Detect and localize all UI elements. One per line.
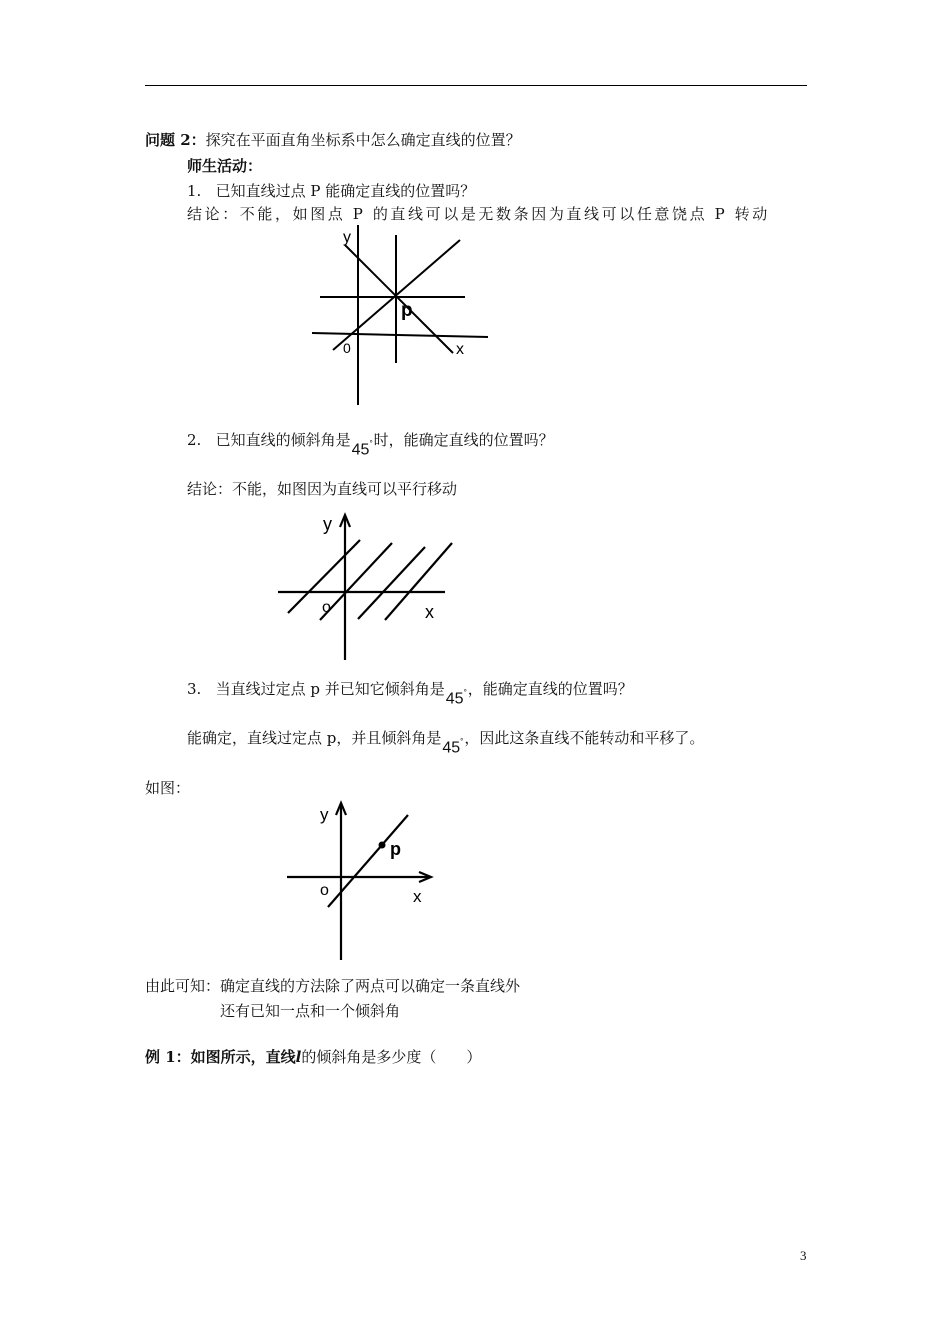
item-3-text-a: 当直线过定点 p 并已知它倾斜角是	[215, 680, 445, 698]
item-2	[187, 429, 554, 458]
fig3-origin-label: o	[320, 882, 329, 899]
question-2	[145, 129, 521, 150]
item-3	[187, 678, 633, 707]
fig2-origin-label: o	[322, 599, 331, 616]
item-1	[187, 180, 475, 201]
item-3-answer-angle: 45°	[442, 736, 464, 756]
figure-1	[300, 220, 500, 410]
fig3-p-label: p	[390, 839, 401, 859]
item-3-text-b: ，能确定直线的位置吗？	[467, 680, 633, 698]
figure-3	[280, 795, 440, 965]
item-2-number: 2.	[187, 431, 202, 449]
fig1-p-label: p	[401, 300, 413, 321]
activity-heading: 师生活动：	[187, 157, 263, 175]
item-2-text-a: 已知直线的倾斜角是	[215, 431, 351, 449]
item-2-text-b: 时，能确定直线的位置吗？	[373, 431, 554, 449]
fig1-y-label: y	[343, 229, 351, 246]
fig2-y-label: y	[323, 514, 332, 534]
item-2-angle: 45°	[351, 438, 373, 458]
fig1-x-label: x	[456, 341, 464, 358]
header-rule	[145, 85, 807, 86]
item-1-number: 1.	[187, 182, 202, 200]
item-3-answer-b: ，因此这条直线不能转动和平移了。	[464, 729, 705, 747]
summary-line-2: 还有已知一点和一个倾斜角	[220, 1002, 401, 1020]
item-1-conclusion: 结论：不能，如图点 P 的直线可以是无数条因为直线可以任意饶点 P 转动	[187, 205, 770, 223]
fig3-y-label: y	[320, 805, 329, 824]
fig1-origin-label: 0	[343, 340, 351, 356]
item-3-answer	[187, 727, 705, 756]
as-shown-label: 如图：	[145, 779, 191, 797]
item-3-number: 3.	[187, 680, 202, 698]
fig2-x-label: x	[425, 602, 434, 622]
fig1-x-axis	[312, 333, 488, 337]
item-1-text: 已知直线过点 P 能确定直线的位置吗？	[215, 182, 476, 200]
example-1-label: 例 1：如图所示，直线	[145, 1048, 296, 1066]
item-3-angle: 45°	[445, 687, 467, 707]
example-1-var: l	[295, 1048, 302, 1066]
example-1-text: 的倾斜角是多少度（ ）	[301, 1048, 482, 1066]
example-1	[145, 1046, 481, 1067]
summary-line-1: 由此可知：确定直线的方法除了两点可以确定一条直线外	[145, 977, 521, 995]
fig2-line-3	[358, 547, 425, 619]
question-2-text: 探究在平面直角坐标系中怎么确定直线的位置？	[205, 131, 521, 149]
question-2-label: 问题 2：	[145, 131, 206, 149]
item-3-answer-a: 能确定，直线过定点 p，并且倾斜角是	[187, 729, 442, 747]
item-2-conclusion: 结论：不能，如图因为直线可以平行移动	[187, 480, 458, 498]
figure-2	[270, 505, 460, 665]
page-number: 3	[800, 1248, 807, 1263]
fig3-x-label: x	[413, 887, 422, 906]
fig3-point-p	[379, 842, 386, 849]
